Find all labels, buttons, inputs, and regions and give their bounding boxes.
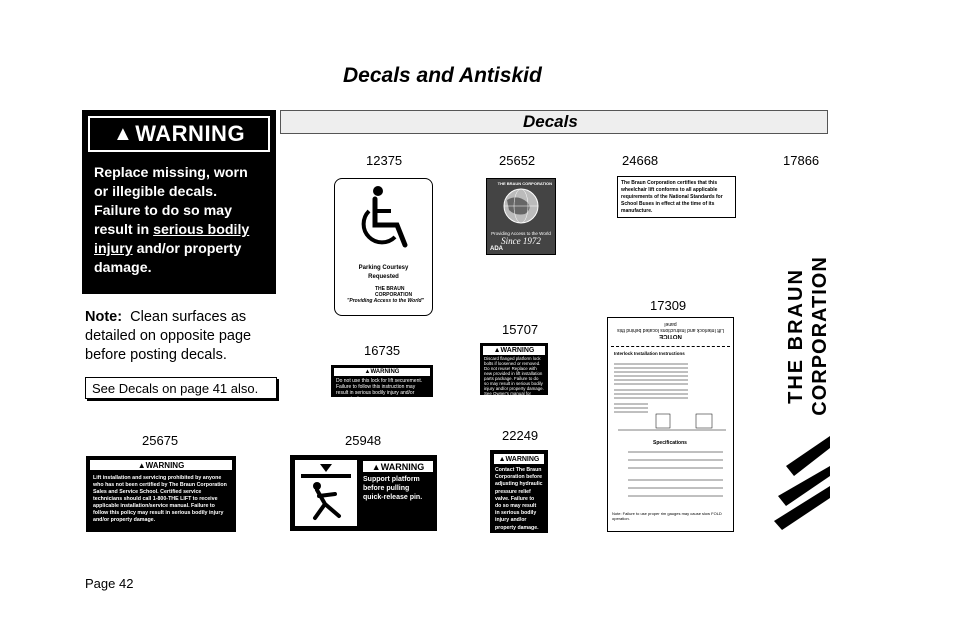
interlock-diagram <box>608 356 733 506</box>
decal-number-17309: 17309 <box>650 298 687 313</box>
svg-text:THE BRAUN: THE BRAUN <box>785 268 807 404</box>
decal-24668: The Braun Corporation certifies that this wheelchair lift conforms to all applicable requirements of the National Standards for School Buses in effect at the time of its manufacture. <box>617 176 736 218</box>
decal-number-25948: 25948 <box>345 433 382 448</box>
warning-triangle-icon: ▲ <box>371 461 381 472</box>
see-decals-reference: See Decals on page 41 also. <box>85 377 277 399</box>
decal-number-22249: 22249 <box>502 428 539 443</box>
note-text: Note: Clean surfaces as detailed on opposite page before posting decals. <box>85 309 252 363</box>
decal-number-17866: 17866 <box>783 153 820 168</box>
decal-22249: ▲ WARNING Contact The Braun Corporation before adjusting hydraulic pressure relief valve. Failure to do so may result in serious bodily injury and/or property damage. <box>490 450 548 533</box>
decal-number-12375: 12375 <box>366 153 403 168</box>
decal-25652: THE BRAUN CORPORATION Providing Access to the World Since 1972 ADA <box>486 178 556 255</box>
svg-text:Specifications: Specifications <box>653 440 687 446</box>
warning-box <box>82 110 276 294</box>
warning-triangle-icon: ▲ <box>364 369 371 375</box>
decal-12375: Parking Courtesy Requested THE BRAUN CORPORATION "Providing Access to the World" <box>334 178 433 316</box>
page-title: Decals and Antiskid <box>343 64 542 87</box>
braun-logo-icon <box>772 176 830 530</box>
decal-17866 <box>772 176 830 530</box>
decal-number-25652: 25652 <box>499 153 536 168</box>
decal-25675: ▲ WARNING Lift installation and servicing prohibited by anyone who has not been certified by The Braun Corporation Sales and Service School. Certified service technicians should call 1-800-THE LIFT to receive applicable installation/service manual. Failure to follow this policy may result in serious bodily injury and/or property damage. <box>86 456 236 532</box>
page-number: Page 42 <box>85 576 134 591</box>
globe-icon <box>487 186 555 226</box>
warning-triangle-icon: ▲ <box>137 460 146 470</box>
decal-number-15707: 15707 <box>502 322 539 337</box>
pinch-hazard-pictogram <box>295 460 357 526</box>
decal-17309: NOTICE Lift Interlock and Instructions located behind this panel Interlock Installation Instructions Specifications Note: Failure to use proper rim gauges may cause slow FOLD operation. <box>607 317 734 532</box>
svg-text:CORPORATION: CORPORATION <box>809 256 830 416</box>
decal-number-16735: 16735 <box>364 343 401 358</box>
warning-heading: ▲ WARNING <box>88 116 270 152</box>
warning-triangle-icon: ▲ <box>498 455 506 463</box>
warning-triangle-icon: ▲ <box>112 122 134 145</box>
wheelchair-icon <box>335 179 432 259</box>
decal-number-24668: 24668 <box>622 153 659 168</box>
decal-25948: ▲ WARNING Support platform before pulling quick-release pin. <box>290 455 437 531</box>
braun-logo-small: THE BRAUN CORPORATION "Providing Access to the World" <box>347 286 424 304</box>
decal-15707: ▲ WARNING Discard flanged platform lock bolts if loosened or removed. Do not reuse! Replace with new provided in lift installation parts package. Failure to do so may result in serious bodily injury and/or property damage. See Owner's manual for instructions. <box>480 343 548 395</box>
decal-number-25675: 25675 <box>142 433 179 448</box>
warning-triangle-icon: ▲ <box>493 347 501 354</box>
warning-body: Replace missing, worn or illegible decals. Failure to do so may result in serious bodily injury and/or property damage. <box>94 165 250 276</box>
decal-16735: ▲ WARNING Do not use this lock for lift securement. Failure to follow this instruction may result in serious bodily injury and/or property damage. <box>331 365 433 397</box>
section-header: Decals <box>280 110 828 134</box>
